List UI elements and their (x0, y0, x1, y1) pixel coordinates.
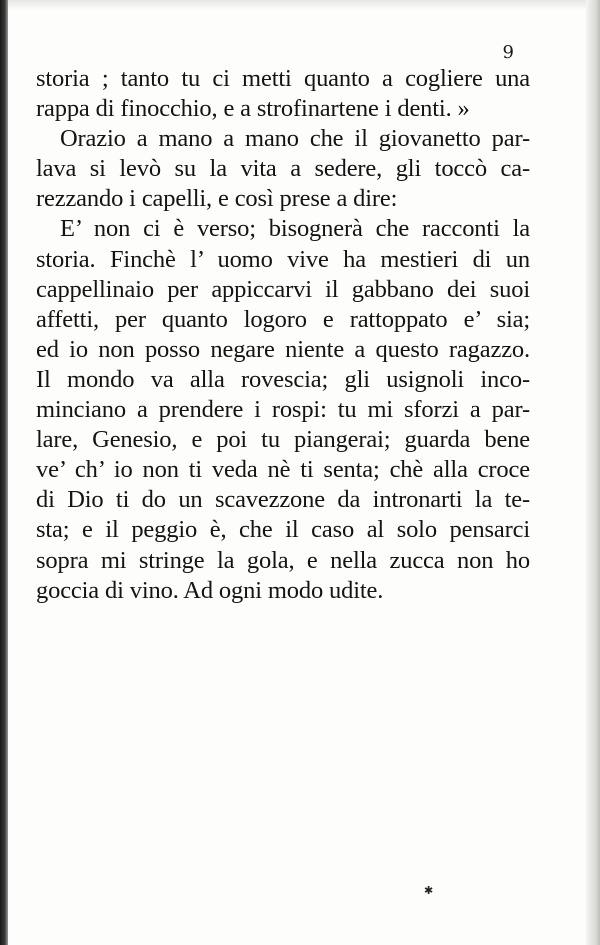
text-line: Il mondo va alla rovescia; gli usignoli inco- (36, 365, 530, 393)
text-line: rezzando i capelli, e così prese a dire: (36, 185, 398, 213)
page-top-edge (8, 0, 586, 10)
text-line: goccia di vino. Ad ogni modo udite. (36, 576, 384, 604)
page-number: 9 (502, 42, 514, 63)
page-right-edge (586, 0, 600, 945)
paragraph-start-line: E’ non ci è verso; bisognerà che racconti la (60, 215, 530, 243)
text-line: sta; e il peggio è, che il caso al solo pensarci (36, 516, 530, 544)
text-line: storia ; tanto tu ci metti quanto a cogliere una (36, 65, 530, 92)
page-spine-shadow (0, 0, 8, 945)
text-line: sopra mi stringe la gola, e nella zucca non ho (36, 546, 530, 574)
body-text (36, 64, 530, 606)
text-line: cappellinaio per appiccarvi il gabbano dei suoi (36, 275, 530, 303)
text-line: minciano a prendere i rospi: tu mi sforzi a par- (36, 396, 530, 424)
printer-ornament: ✱ (424, 884, 434, 897)
text-line: storia. Finchè l’ uomo vive ha mestieri di un (36, 245, 530, 273)
text-line: ve’ ch’ io non ti veda nè ti senta; chè alla croce (36, 456, 530, 484)
text-line: lava si levò su la vita a sedere, gli toccò ca- (36, 155, 530, 183)
text-line: ed io non posso negare niente a questo ragazzo. (36, 335, 530, 363)
text-line: affetti, per quanto logoro e rattoppato e’ sia; (36, 305, 530, 333)
text-line: di Dio ti do un scavezzone da intronarti la te- (36, 486, 530, 514)
text-line: lare, Genesio, e poi tu piangerai; guarda bene (36, 426, 530, 454)
paragraph-start-line: Orazio a mano a mano che il giovanetto par- (60, 125, 530, 153)
text-line: rappa di finocchio, e a strofinartene i denti. » (36, 95, 470, 123)
